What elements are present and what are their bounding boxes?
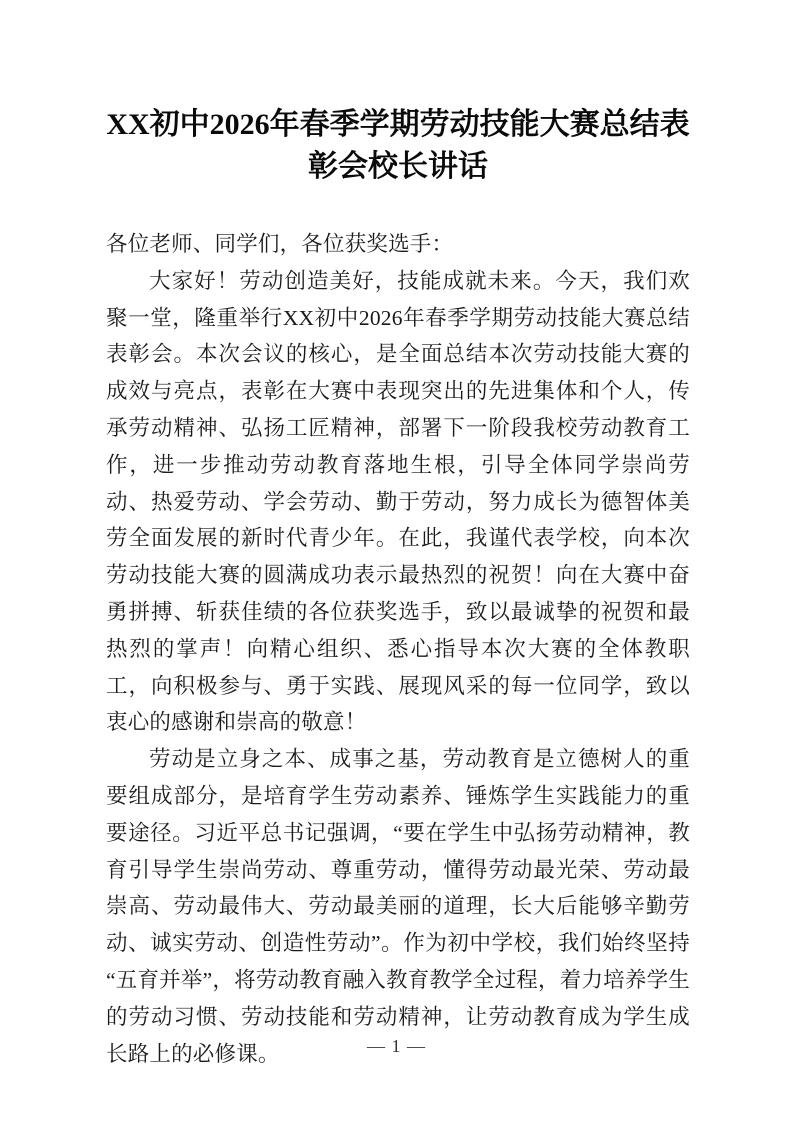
page-number-footer: — 1 —	[367, 1036, 426, 1056]
body-paragraph-1: 大家好！劳动创造美好，技能成就未来。今天，我们欢聚一堂，隆重举行XX初中2026年春季学期劳动技能大赛总结表彰会。本次会议的核心，是全面总结本次劳动技能大赛的成效与亮点，表彰在大赛中表现突出的先进集体和个人，传承劳动精神、弘扬工匠精神，部署下一阶段我校劳动教育工作，进一步推动劳动教育落地生根，引导全体同学崇尚劳动、热爱劳动、学会劳动、勤于劳动，努力成长为德智体美劳全面发展的新时代青少年。在此，我谨代表学校，向本次劳动技能大赛的圆满成功表示最热烈的祝贺！向在大赛中奋勇拼搏、斩获佳绩的各位获奖选手，致以最诚挚的祝贺和最热烈的掌声！向精心组织、悉心指导本次大赛的全体教职工，向积极参与、勇于实践、展现风采的每一位同学，致以衷心的感谢和崇高的敬意！	[106, 268, 690, 735]
salutation-line: 各位老师、同学们，各位获奖选手：	[106, 232, 454, 256]
document-body	[106, 226, 690, 1072]
body-paragraph-2: 劳动是立身之本、成事之基，劳动教育是立德树人的重要组成部分，是培育学生劳动素养、锤炼学生实践能力的重要途径。习近平总书记强调，“要在学生中弘扬劳动精神，教育引导学生崇尚劳动、尊重劳动，懂得劳动最光荣、劳动最崇高、劳动最伟大、劳动最美丽的道理，长大后能够辛勤劳动、诚实劳动、创造性劳动”。作为初中学校，我们始终坚持“五育并举”，将劳动教育融入教育教学全过程，着力培养学生的劳动习惯、劳动技能和劳动精神，让劳动教育成为学生成长路上的必修课。	[106, 747, 690, 1066]
page-title: XX初中2026年春季学期劳动技能大赛总结表彰会校长讲话	[106, 108, 690, 183]
